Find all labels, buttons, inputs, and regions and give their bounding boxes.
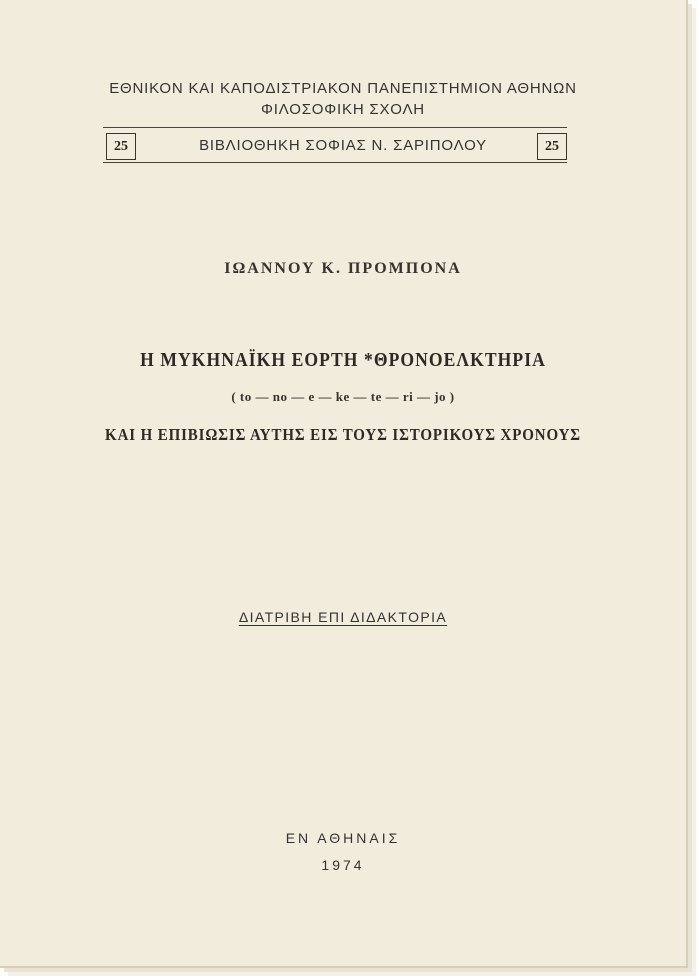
author-name: ΙΩΑΝΝΟΥ Κ. ΠΡΟΜΠΟΝΑ [224,260,462,277]
header-top-rule [103,127,567,128]
series-name: ΒΙΒΛΙΟΘΗΚΗ ΣΟΦΙΑΣ Ν. ΣΑΡΙΠΟΛΟΥ [199,137,487,154]
imprint-place: ΕΝ ΑΘΗΝΑΙΣ [285,830,401,846]
book-subtitle: ΚΑΙ Η ΕΠΙΒΙΩΣΙΣ ΑΥΤΗΣ ΕΙΣ ΤΟΥΣ ΙΣΤΟΡΙΚΟΥΣ ΧΡΟΝΟΥΣ [105,425,581,444]
series-number-right: 25 [537,133,567,160]
university-name: ΕΘΝΙΚΟΝ ΚΑΙ ΚΑΠΟΔΙΣΤΡΙΑΚΟΝ ΠΑΝΕΠΙΣΤΗΜΙΟΝ ΑΘΗΝΩΝ [109,80,577,97]
imprint-year: 1974 [321,857,365,873]
header-bottom-rule [103,162,567,163]
dissertation-label: ΔΙΑΤΡΙΒΗ ΕΠΙ ΔΙΔΑΚΤΟΡΙΑ [238,609,448,625]
title-transliteration: ( to — no — e — ke — te — ri — jo ) [231,389,455,404]
series-number-left: 25 [106,133,136,160]
faculty-name: ΦΙΛΟΣΟΦΙΚΗ ΣΧΟΛΗ [261,101,425,118]
book-title: Η ΜΥΚΗΝΑΪΚΗ ΕΟΡΤΗ *ΘΡΟΝΟΕΛΚΤΗΡΙΑ [140,349,546,371]
